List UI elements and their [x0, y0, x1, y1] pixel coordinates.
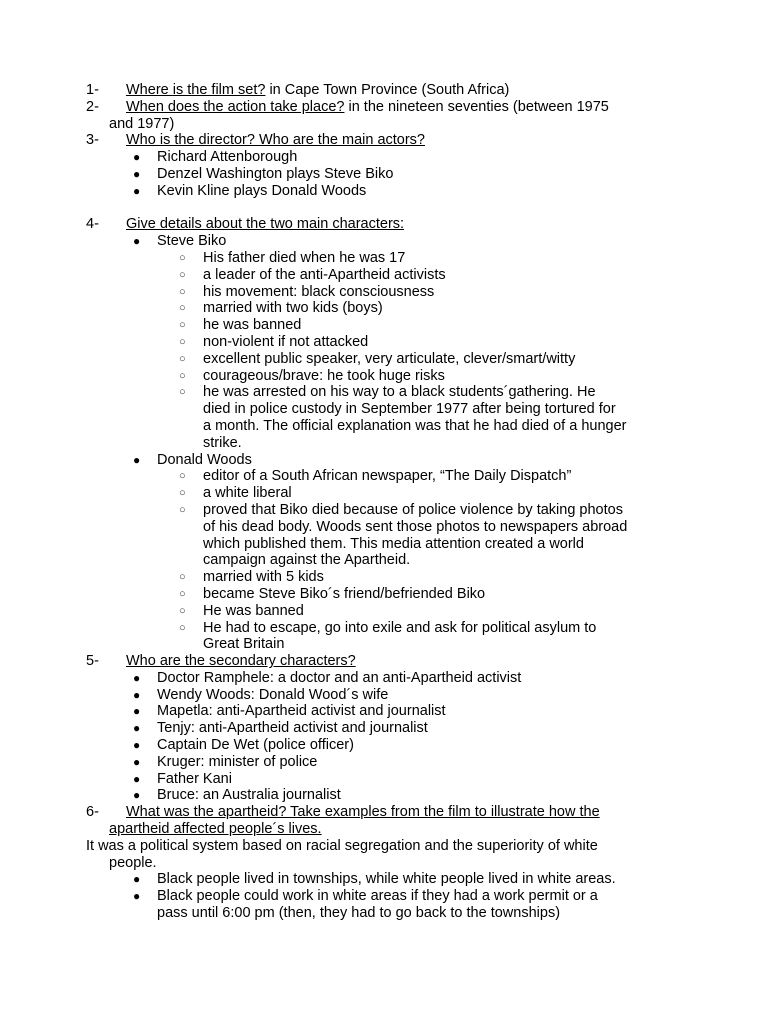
list-item: ● Black people lived in townships, while white people lived in white areas.	[133, 871, 616, 888]
sub-item-continuation: a month. The official explanation was that he had died of a hunger	[203, 417, 627, 434]
bullet-icon: ●	[133, 788, 141, 803]
bullet-icon: ●	[133, 687, 141, 702]
bullet-icon: ●	[133, 754, 141, 769]
list-item: ● Tenjy: anti-Apartheid activist and journalist	[133, 720, 428, 737]
circle-bullet-icon: ○	[179, 251, 186, 264]
answer-paragraph-continuation: people.	[109, 854, 157, 871]
question-5	[0, 653, 768, 670]
character-heading: ● Steve Biko	[133, 233, 227, 250]
list-item: ● Kruger: minister of police	[133, 753, 318, 770]
question-text: Who are the secondary characters?	[126, 653, 356, 670]
circle-bullet-icon: ○	[179, 571, 186, 584]
question-4	[0, 216, 768, 233]
sub-item-continuation: which published them. This media attention created a world	[203, 535, 584, 552]
circle-bullet-icon: ○	[179, 604, 186, 617]
sub-item-continuation: campaign against the Apartheid.	[203, 552, 411, 569]
list-item: ● Black people could work in white areas if they had a work permit or a	[133, 888, 598, 905]
list-item: ● Wendy Woods: Donald Wood´s wife	[133, 686, 389, 703]
list-item: ● Doctor Ramphele: a doctor and an anti-Apartheid activist	[133, 669, 522, 686]
list-item: ● Father Kani	[133, 770, 232, 787]
bullet-icon: ●	[133, 738, 141, 753]
question-text: Give details about the two main characters:	[126, 216, 405, 233]
circle-bullet-icon: ○	[179, 621, 186, 634]
sub-item: ○ courageous/brave: he took huge risks	[179, 367, 445, 384]
sub-item: ○ he was arrested on his way to a black students´gathering. He	[179, 384, 596, 401]
sub-item: ○ his movement: black consciousness	[179, 283, 435, 300]
bullet-icon: ●	[133, 150, 141, 165]
question-3	[0, 132, 768, 149]
sub-item: ○ he was banned	[179, 317, 302, 334]
sub-item: ○ non-violent if not attacked	[179, 333, 369, 350]
question-text: Who is the director? Who are the main actors?	[126, 132, 425, 149]
sub-item: ○ became Steve Biko´s friend/befriended Biko	[179, 585, 486, 602]
list-item: ● Bruce: an Australia journalist	[133, 787, 341, 804]
list-item: ● Mapetla: anti-Apartheid activist and journalist	[133, 703, 446, 720]
bullet-icon: ●	[133, 452, 141, 467]
question-6	[0, 804, 768, 821]
sub-item: ○ He had to escape, go into exile and ask for political asylum to	[179, 619, 597, 636]
character-heading: ● Donald Woods	[133, 451, 252, 468]
circle-bullet-icon: ○	[179, 319, 186, 332]
bullet-icon: ●	[133, 889, 141, 904]
bullet-icon: ●	[133, 670, 141, 685]
question-continuation: apartheid affected people´s lives.	[109, 821, 322, 838]
circle-bullet-icon: ○	[179, 352, 186, 365]
sub-item-continuation: died in police custody in September 1977 after being tortured for	[203, 401, 616, 418]
sub-item: ○ married with two kids (boys)	[179, 300, 383, 317]
sub-item: ○ His father died when he was 17	[179, 249, 406, 266]
list-item: ● Kevin Kline plays Donald Woods	[133, 182, 367, 199]
list-item: ● Richard Attenborough	[133, 149, 298, 166]
question-number: 5-	[86, 653, 99, 670]
question-text: Where is the film set?	[126, 82, 266, 98]
sub-item: ○ excellent public speaker, very articulate, clever/smart/witty	[179, 350, 576, 367]
circle-bullet-icon: ○	[179, 470, 186, 483]
question-number: 3-	[86, 132, 99, 149]
bullet-icon: ●	[133, 704, 141, 719]
list-item-continuation: pass until 6:00 pm (then, they had to go back to the townships)	[157, 905, 561, 922]
bullet-icon: ●	[133, 234, 141, 249]
bullet-icon: ●	[133, 771, 141, 786]
list-item: ● Captain De Wet (police officer)	[133, 737, 354, 754]
bullet-icon: ●	[133, 183, 141, 198]
sub-item: ○ married with 5 kids	[179, 569, 324, 586]
circle-bullet-icon: ○	[179, 285, 186, 298]
question-text: What was the apartheid? Take examples from the film to illustrate how the	[126, 804, 600, 821]
question-text: When does the action take place?	[126, 98, 345, 115]
sub-item-continuation: Great Britain	[203, 636, 285, 653]
bullet-icon: ●	[133, 872, 141, 887]
sub-item: ○ a white liberal	[179, 485, 292, 502]
sub-item: ○ editor of a South African newspaper, “The Daily Dispatch”	[179, 468, 572, 485]
circle-bullet-icon: ○	[179, 335, 186, 348]
question-1	[0, 82, 768, 99]
question-2	[0, 99, 768, 116]
circle-bullet-icon: ○	[179, 386, 186, 399]
circle-bullet-icon: ○	[179, 587, 186, 600]
list-item: ● Denzel Washington plays Steve Biko	[133, 165, 394, 182]
question-number: 2-	[86, 98, 99, 115]
circle-bullet-icon: ○	[179, 302, 186, 315]
document-page	[0, 82, 768, 922]
answer-paragraph: It was a political system based on racial segregation and the superiority of white	[86, 837, 598, 854]
circle-bullet-icon: ○	[179, 268, 186, 281]
sub-item-continuation: of his dead body. Woods sent those photos to newspapers abroad	[203, 518, 628, 535]
question-number: 6-	[86, 804, 99, 821]
circle-bullet-icon: ○	[179, 487, 186, 500]
answer-text: in Cape Town Province (South Africa)	[265, 82, 510, 98]
circle-bullet-icon: ○	[179, 503, 186, 516]
bullet-icon: ●	[133, 166, 141, 181]
sub-item-continuation: strike.	[203, 434, 242, 451]
question-number: 1-	[86, 82, 99, 98]
sub-item: ○ proved that Biko died because of police violence by taking photos	[179, 501, 623, 518]
sub-item: ○ a leader of the anti-Apartheid activists	[179, 266, 446, 283]
sub-item: ○ He was banned	[179, 602, 304, 619]
circle-bullet-icon: ○	[179, 369, 186, 382]
question-number: 4-	[86, 216, 99, 233]
bullet-icon: ●	[133, 721, 141, 736]
answer-text: in the nineteen seventies (between 1975	[344, 98, 609, 115]
answer-continuation: and 1977)	[109, 115, 175, 132]
